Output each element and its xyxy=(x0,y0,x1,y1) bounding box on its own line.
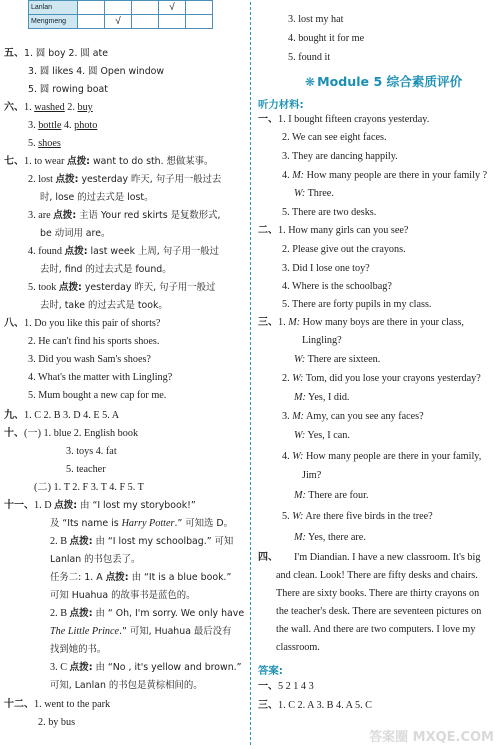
answer-text: 1. xyxy=(24,102,35,113)
table-cell-name: Lanlan xyxy=(29,1,78,15)
section-10-line-1 xyxy=(4,427,138,441)
table-cell: √ xyxy=(159,1,186,15)
speaker-label: M: xyxy=(288,317,301,328)
speaker-label: W: xyxy=(292,373,304,384)
answer-text: 1. C 2. A 3. B 4. A 5. C xyxy=(278,700,372,711)
r3-line-3-reply xyxy=(294,429,350,443)
explanation-text: .” 可知, Huahua 最后没有 xyxy=(119,626,232,637)
answer-text: 3. C xyxy=(50,662,70,673)
answer-text: 5. took xyxy=(28,282,59,293)
answer-text: 1. C 2. B 3. D 4. E 5. A xyxy=(24,410,120,421)
answer-text: 1. Do you like this pair of shorts? xyxy=(24,318,161,329)
tip-label: 点拨: xyxy=(54,500,78,511)
section-11-line-1 xyxy=(4,499,196,513)
answer-text: washed xyxy=(34,102,65,113)
explanation-text: last week 上周, 句子用一般过 xyxy=(87,246,219,257)
table-cell xyxy=(186,15,213,29)
script-text: 2. xyxy=(282,373,293,384)
explanation-text: 由 “It is a blue book.” xyxy=(128,572,232,583)
section-label: 三、 xyxy=(258,317,278,328)
r3-line-2-reply xyxy=(294,391,349,405)
explanation-text: 由 “I lost my storybook!” xyxy=(77,500,196,511)
section-8-line-2: 2. He can't find his sports shoes. xyxy=(28,336,160,347)
script-text: How many people are there in your family, xyxy=(303,451,482,462)
script-text: Tom, did you lose your crayons yesterday? xyxy=(303,373,481,384)
section-label: 八、 xyxy=(4,318,24,329)
speaker-label: W: xyxy=(294,354,306,365)
answers-label: 答案: xyxy=(258,665,283,677)
speaker-label: M: xyxy=(294,532,306,543)
section-9-line xyxy=(4,409,119,423)
script-text: 1. xyxy=(278,317,289,328)
explanation-text: yesterday 昨天, 句子用一般过去 xyxy=(78,174,222,185)
section-11-line-2 xyxy=(50,517,233,531)
r1-line-4 xyxy=(282,169,487,183)
explanation-text: .” 可知选 D。 xyxy=(174,518,234,529)
answer-text: 3. xyxy=(28,120,39,131)
section-label: 二、 xyxy=(258,225,278,236)
section-label: 十一、 xyxy=(4,500,34,511)
answer-text: 2. lost xyxy=(28,174,56,185)
section-11-line-7 xyxy=(50,607,244,621)
tip-label: 点拨: xyxy=(69,662,93,673)
answer-line-1 xyxy=(258,680,314,694)
section-11-line-10 xyxy=(50,661,241,675)
answer-text: buy xyxy=(77,102,93,113)
column-divider xyxy=(250,2,251,745)
section-5-line-3 xyxy=(28,83,108,97)
speaker-label: M: xyxy=(294,392,306,403)
answer-text: photo xyxy=(74,120,98,131)
answer-text: 5 2 1 4 3 xyxy=(278,681,314,692)
tip-label: 点拨: xyxy=(55,174,79,185)
script-text: Amy, can you see any faces? xyxy=(304,411,424,422)
r3-line-5-reply xyxy=(294,531,366,545)
section-7-item-4 xyxy=(28,245,219,259)
table-cell-name: Mengmeng xyxy=(29,15,78,29)
speaker-label: M: xyxy=(294,490,306,501)
speaker-label: W: xyxy=(294,430,306,441)
section-8-line-5: 5. Mum bought a new cap for me. xyxy=(28,390,167,401)
r3-line-1-reply xyxy=(294,353,380,367)
r2-line-3: 3. Did I lose one toy? xyxy=(282,263,370,274)
answer-text: 3. 圆 likes 4. 圆 Open window xyxy=(28,66,165,77)
tip-label: 点拨: xyxy=(69,536,93,547)
r2-line-1 xyxy=(258,224,408,238)
script-text: How many boys are there in your class, xyxy=(300,317,464,328)
answer-text: 任务二: 1. A xyxy=(50,572,106,583)
section-7-item-4-cont: 去时, find 的过去式是 found。 xyxy=(40,264,172,275)
speaker-label: M: xyxy=(292,170,305,181)
section-10-line-3: 5. teacher xyxy=(66,464,106,475)
script-text: There are sixteen. xyxy=(305,354,381,365)
section-label: 一、 xyxy=(258,681,278,692)
section-label: 十二、 xyxy=(4,699,34,710)
script-text: Yes, I did. xyxy=(305,392,350,403)
table-cell xyxy=(78,15,105,29)
tip-label: 点拨: xyxy=(58,282,82,293)
r2-line-4: 4. Where is the schoolbag? xyxy=(282,281,392,292)
tip-label: 点拨: xyxy=(69,608,93,619)
answer-text: (一) 1. blue 2. English book xyxy=(24,428,139,439)
r1-line-1 xyxy=(258,113,429,127)
section-7-item-1 xyxy=(4,155,213,169)
section-5-line-1 xyxy=(4,47,108,61)
explanation-text: 由 “I lost my schoolbag.” 可知 xyxy=(92,536,234,547)
answer-text: 5. 圆 rowing boat xyxy=(28,84,108,95)
r3-line-2 xyxy=(282,372,481,386)
speaker-label: W: xyxy=(292,451,304,462)
section-6-line-2 xyxy=(28,119,97,133)
section-label: 七、 xyxy=(4,156,24,167)
listening-label: 听力材料: xyxy=(258,99,304,111)
paw-icon: ❋ xyxy=(305,75,316,89)
module-title-text: Module 5 综合素质评价 xyxy=(317,74,463,89)
answer-text: 2. B xyxy=(50,608,70,619)
r4-line-3: There are sixty books. There are thirty crayons on xyxy=(276,588,480,599)
r4-line-2: and clean. Look! There are fifty desks and chairs. xyxy=(276,570,478,581)
answer-text: 1. went to the park xyxy=(34,699,111,710)
section-label: 十、 xyxy=(4,428,24,439)
answer-text: bottle xyxy=(38,120,62,131)
section-12-line-1 xyxy=(4,698,110,712)
r1-line-4-reply xyxy=(294,187,334,201)
script-text: 5. xyxy=(282,511,293,522)
answer-text: 1. 圆 boy 2. 圆 ate xyxy=(24,48,108,59)
answer-text: 1. to wear xyxy=(24,156,67,167)
explanation-text: 及 “Its name is xyxy=(50,518,122,529)
script-text: Three. xyxy=(305,188,334,199)
script-text: Are there five birds in the tree? xyxy=(303,511,433,522)
script-text: 1. How many girls can you see? xyxy=(278,225,409,236)
section-11-line-11: 可知, Lanlan 的书包是黄棕相间的。 xyxy=(50,680,203,691)
explanation-text: want to do sth. 想做某事。 xyxy=(90,156,214,167)
script-text: 3. xyxy=(282,411,293,422)
script-text: 4. xyxy=(282,451,293,462)
r4-line-6: classroom. xyxy=(276,642,320,653)
section-label: 五、 xyxy=(4,48,24,59)
section-label: 六、 xyxy=(4,102,24,113)
section-11-line-9: 找到她的书。 xyxy=(50,644,107,655)
script-text: Yes, there are. xyxy=(305,532,366,543)
module-title xyxy=(305,71,462,90)
prev-answer-4: 4. bought it for me xyxy=(288,33,365,44)
answer-text: 3. are xyxy=(28,210,54,221)
table-row xyxy=(29,15,213,29)
answer-text: 4. found xyxy=(28,246,65,257)
section-label: 三、 xyxy=(258,700,278,711)
section-12-line-2: 2. by bus xyxy=(38,717,76,728)
r1-line-2: 2. We can see eight faces. xyxy=(282,132,387,143)
section-7-item-2-cont: 时, lose 的过去式是 lost。 xyxy=(40,192,154,203)
table-cell xyxy=(78,1,105,15)
r1-line-3: 3. They are dancing happily. xyxy=(282,151,398,162)
section-label: 四、 xyxy=(258,552,278,563)
section-7-item-2 xyxy=(28,173,221,187)
section-7-item-3-cont: be 动词用 are。 xyxy=(40,228,111,239)
r3-line-1b: Lingling? xyxy=(302,335,342,346)
speaker-label: W: xyxy=(294,188,306,199)
script-text: There are four. xyxy=(305,490,369,501)
table-row xyxy=(29,1,213,15)
passage-text: I'm Diandian. I have a new classroom. It's big xyxy=(294,552,481,563)
explanation-text: 主语 Your red skirts 是复数形式, xyxy=(76,210,221,221)
section-label: 一、 xyxy=(258,114,278,125)
section-7-item-5 xyxy=(28,281,215,295)
r3-line-4b: Jim? xyxy=(302,470,322,481)
table-cell xyxy=(186,1,213,15)
answer-line-2 xyxy=(258,699,372,713)
table-cell xyxy=(132,1,159,15)
r3-line-4 xyxy=(282,450,481,464)
explanation-text: yesterday 昨天, 句子用一般过 xyxy=(81,282,216,293)
book-title: Harry Potter xyxy=(121,518,175,529)
tip-label: 点拨: xyxy=(53,210,77,221)
script-text: Yes, I can. xyxy=(305,430,350,441)
section-11-line-4: Lanlan 的书包丢了。 xyxy=(50,554,141,565)
answer-text: 2. xyxy=(64,102,78,113)
explanation-text: 由 “ Oh, I'm sorry. We only have xyxy=(92,608,245,619)
r2-line-2: 2. Please give out the crayons. xyxy=(282,244,406,255)
prev-answer-3: 3. lost my hat xyxy=(288,14,344,25)
r3-line-1 xyxy=(258,316,464,330)
section-11-line-6: 可知 Huahua 的故事书是蓝色的。 xyxy=(50,590,196,601)
section-8-line-3: 3. Did you wash Sam's shoes? xyxy=(28,354,151,365)
section-10-line-2: 3. toys 4. fat xyxy=(66,446,117,457)
r2-line-5: 5. There are forty pupils in my class. xyxy=(282,299,432,310)
section-5-line-2 xyxy=(28,65,164,79)
tip-label: 点拨: xyxy=(64,246,88,257)
tip-label: 点拨: xyxy=(105,572,129,583)
r1-line-5: 5. There are two desks. xyxy=(282,207,377,218)
script-text: 1. I bought fifteen crayons yesterday. xyxy=(278,114,430,125)
table-cell xyxy=(132,15,159,29)
book-title: The Little Prince xyxy=(50,626,120,637)
table-cell xyxy=(105,1,132,15)
section-label: 九、 xyxy=(4,410,24,421)
section-6-line-3 xyxy=(28,137,61,151)
table-cell xyxy=(159,15,186,29)
prev-answer-5: 5. found it xyxy=(288,52,331,63)
section-8-line-4: 4. What's the matter with Lingling? xyxy=(28,372,173,383)
answer-text: 2. B xyxy=(50,536,70,547)
answer-text: 4. xyxy=(61,120,75,131)
section-11-line-8 xyxy=(50,625,231,639)
r3-line-5 xyxy=(282,510,433,524)
r3-line-3 xyxy=(282,410,424,424)
section-7-item-3 xyxy=(28,209,220,223)
script-text: How many people are there in your family ? xyxy=(304,170,488,181)
section-11-line-5 xyxy=(50,571,231,585)
watermark: 答案圈 MXQE.COM xyxy=(369,730,494,745)
explanation-text: 由 “No , it's yellow and brown.” xyxy=(92,662,242,673)
table-cell: √ xyxy=(105,15,132,29)
section-8-line-1 xyxy=(4,317,160,331)
r4-line-5: the wall. And there are two computers. I love my xyxy=(276,624,476,635)
r4-line-4: the teacher's desk. There are seventeen pictures on xyxy=(276,606,482,617)
answer-table xyxy=(28,0,213,29)
script-text: 4. xyxy=(282,170,293,181)
section-10-line-4: (二) 1. T 2. F 3. T 4. F 5. T xyxy=(34,482,144,493)
answer-text: 5. xyxy=(28,138,39,149)
speaker-label: W: xyxy=(292,511,304,522)
r3-line-4-reply xyxy=(294,489,369,503)
r4-line-1 xyxy=(258,551,480,565)
speaker-label: M: xyxy=(292,411,305,422)
answer-text: 1. D xyxy=(34,500,55,511)
tip-label: 点拨: xyxy=(67,156,91,167)
section-6-line-1 xyxy=(4,101,93,115)
answer-text: shoes xyxy=(38,138,61,149)
section-7-item-5-cont: 去时, take 的过去式是 took。 xyxy=(40,300,168,311)
section-11-line-3 xyxy=(50,535,233,549)
